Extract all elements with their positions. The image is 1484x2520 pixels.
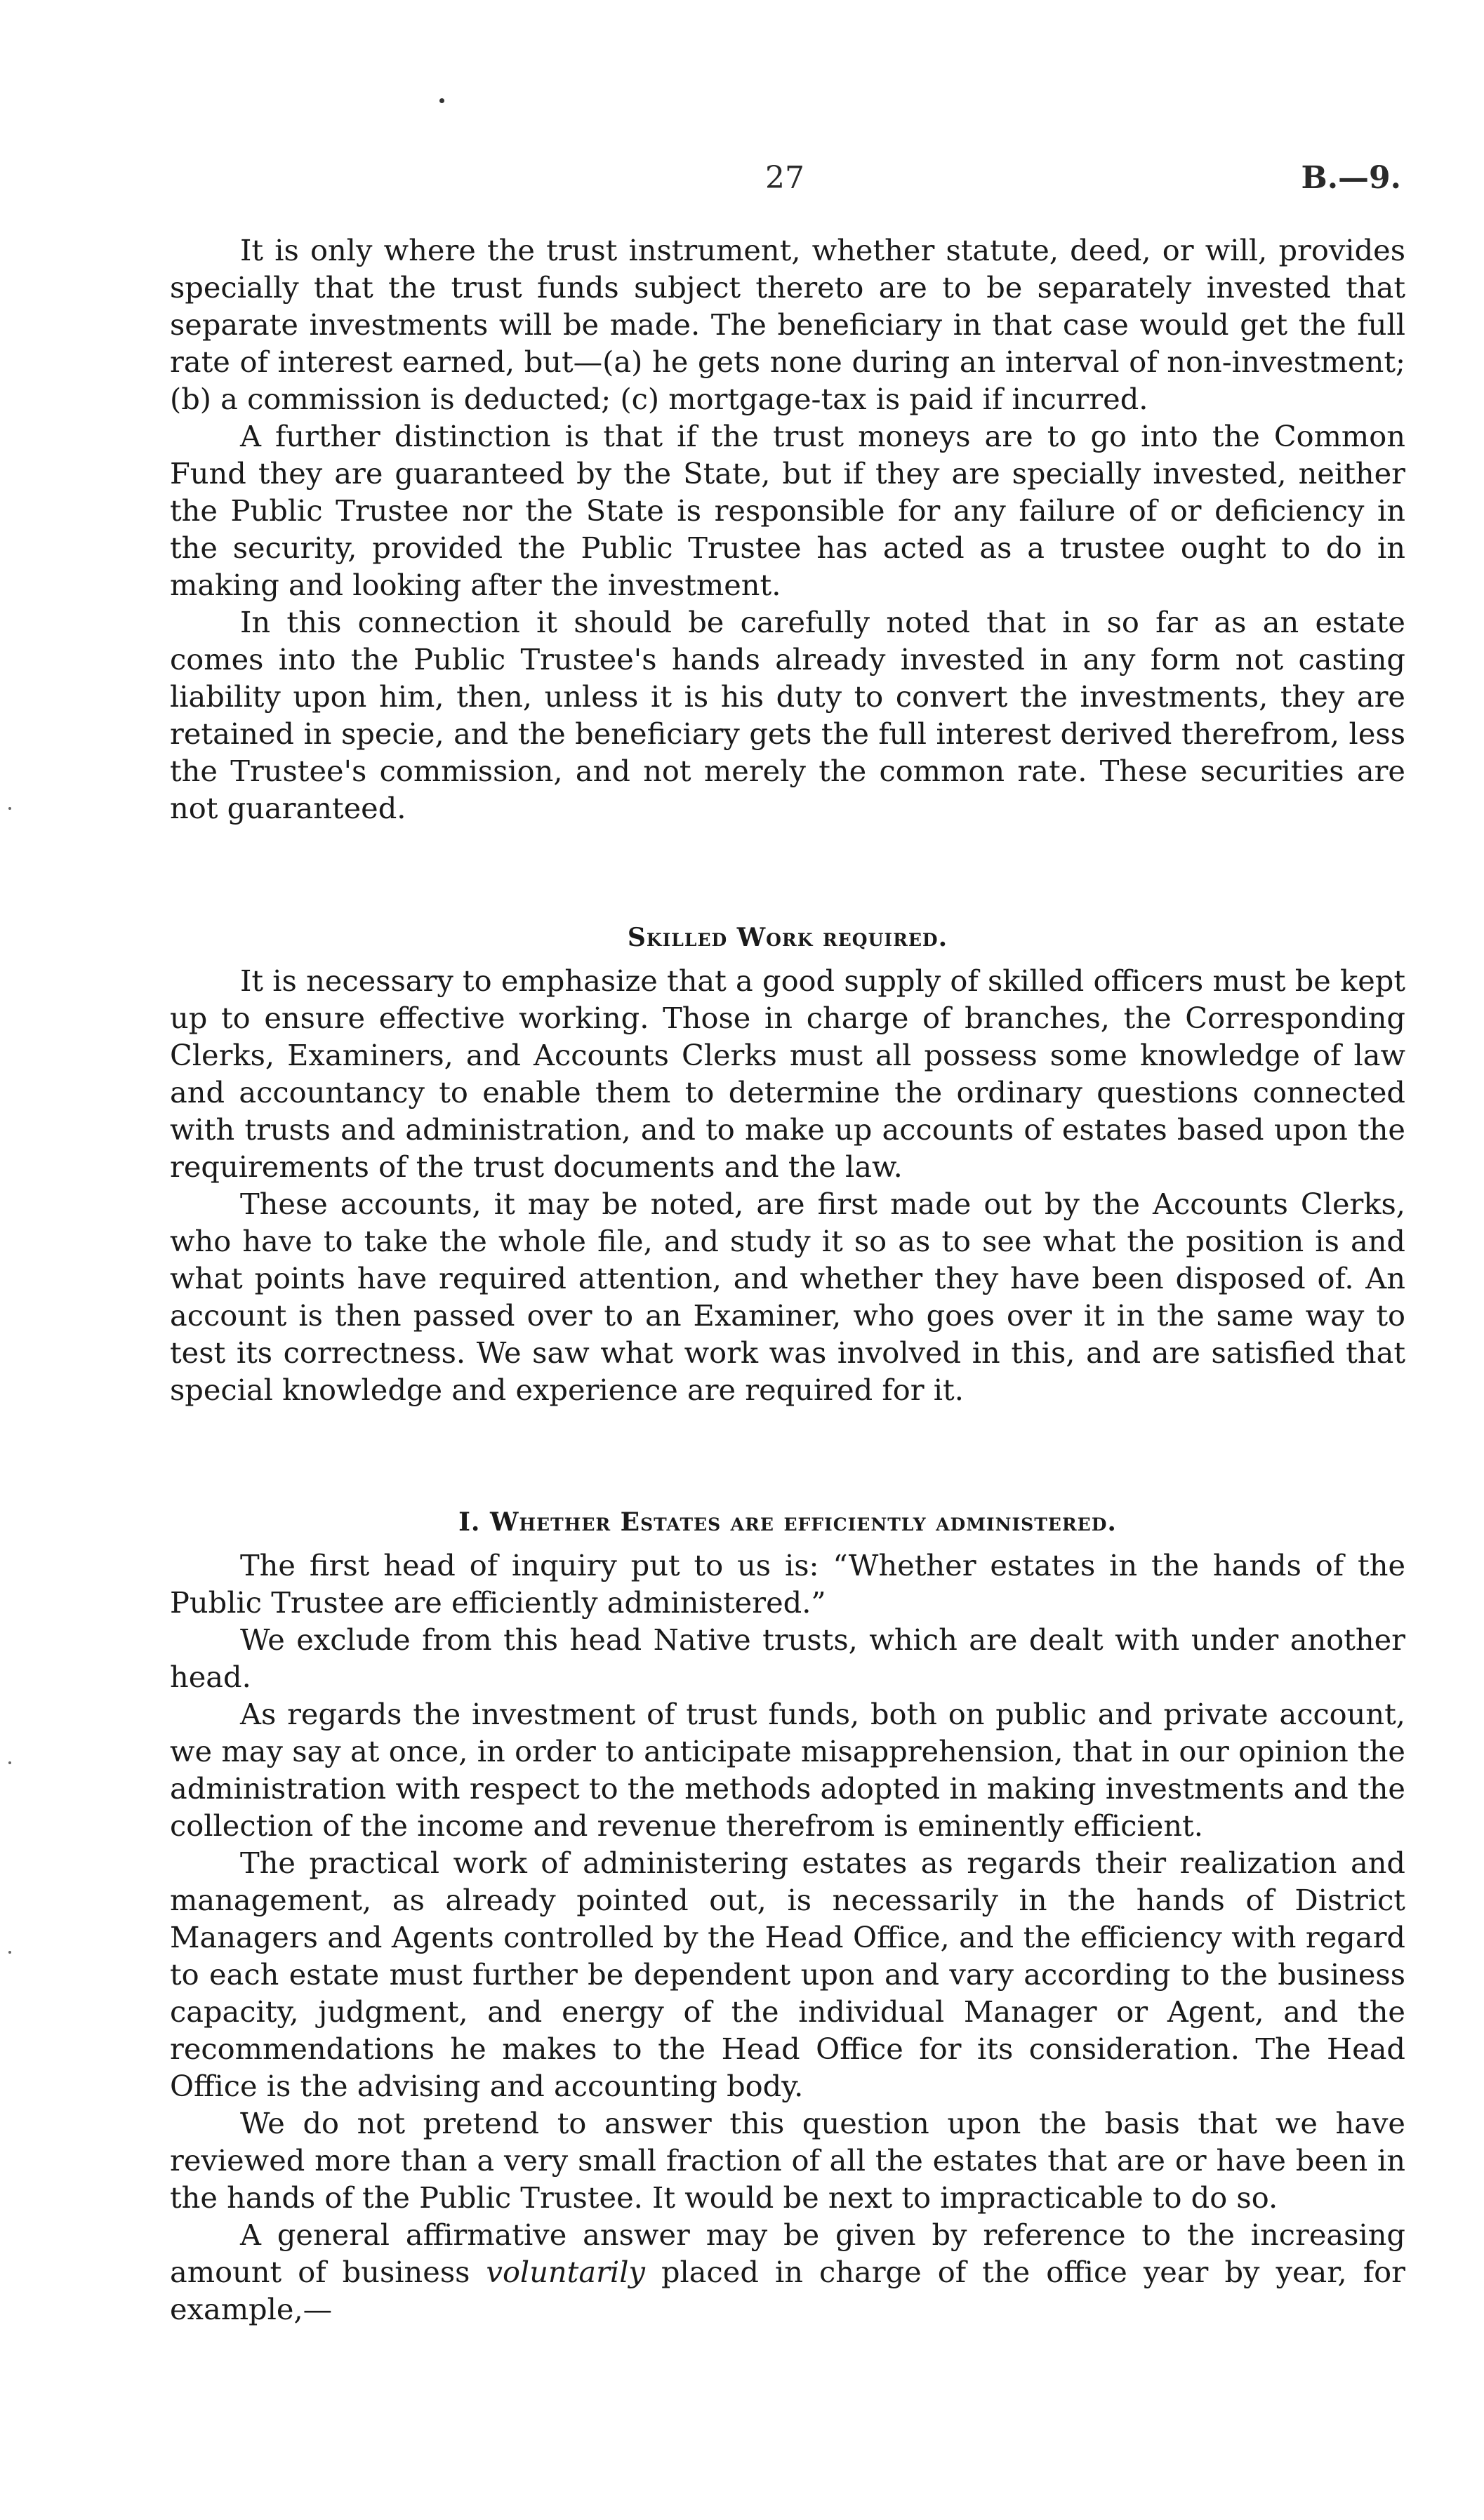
paragraph: It is only where the trust instrument, whether statute, deed, or will, provides specially that the trust funds subject thereto are to be separately invested that separate investments will be made. The beneficiary in that case would get the full rate of interest earned, but—(a) he gets none during an interval of non-investment; (b) a commission is deducted; (c) mortgage-tax is paid if incurred. (170, 233, 1405, 416)
margin-speck (8, 1761, 11, 1764)
paragraph: We exclude from this head Native trusts, which are dealt with under another head. (170, 1622, 1405, 1694)
paragraph: The practical work of administering estates as regards their realization and management, as already pointed out, is necessarily in the hands of District Managers and Agents controlled by the Head Office, and the efficiency with regard to each estate must further be dependent upon and vary according to the business capacity, judgment, and energy of the individual Manager or Agent, and the recommendations he makes to the Head Office for its consideration. The Head Office is the advising and accounting body. (170, 1846, 1405, 2103)
text-run: A general affirmative answer may be given by reference to the increasing amount of business (170, 2218, 1405, 2289)
paragraph: We do not pretend to answer this question upon the basis that we have reviewed more than a very small fraction of all the estates that are or have been in the hands of the Public Trustee. It would be next to impracticable to do so. (170, 2106, 1405, 2215)
paragraph: As regards the investment of trust funds, both on public and private account, we may say at once, in order to anticipate misapprehension, that in our opinion the administration with respect to the methods adopted in making investments and the collection of the income and revenue therefrom is eminently efficient. (170, 1697, 1405, 1843)
paragraph: In this connection it should be carefully noted that in so far as an estate comes into the Public Trustee's hands already invested in any form not casting liability upon him, then, unless it is his duty to convert the investments, they are retained in specie, and the beneficiary gets the full interest derived therefrom, less the Trustee's commission, and not merely the common rate. These securities are not guaranteed. (170, 605, 1405, 825)
document-reference: B.—9. (1301, 160, 1401, 196)
print-speck (439, 98, 444, 103)
text-run: placed in charge of the office year by year, for example,— (170, 2255, 1405, 2326)
paragraph: A further distinction is that if the trust moneys are to go into the Common Fund they are guaranteed by the State, but if they are specially invested, neither the Public Trustee nor the State is responsible for any failure of or deficiency in the security, provided the Public Trustee has acted as a trustee ought to do in making and looking after the investment. (170, 419, 1405, 602)
paragraph: These accounts, it may be noted, are first made out by the Accounts Clerks, who have to take the whole file, and study it so as to see what the position is and what points have required attention, and whether they have been disposed of. An account is then passed over to an Examiner, who goes over it in the same way to test its correctness. We saw what work was involved in this, and are satisfied that special knowledge and experience are required for it. (170, 1187, 1405, 1407)
margin-speck (8, 807, 11, 810)
paragraph-final (170, 2216, 1405, 2328)
emphasis-text: voluntarily (486, 2255, 645, 2289)
page-body (170, 232, 1405, 2328)
margin-speck (8, 1951, 11, 1954)
page-header (0, 160, 1484, 202)
section-heading-skilled-work: Skilled Work required. (627, 923, 948, 952)
paragraph: The first head of inquiry put to us is: “Whether estates in the hands of the Public Trustee are efficiently administered.” (170, 1548, 1405, 1620)
section-heading-estates-administered: I. Whether Estates are efficiently administered. (458, 1507, 1117, 1537)
paragraph: It is necessary to emphasize that a good supply of skilled officers must be kept up to ensure effective working. Those in charge of branches, the Corresponding Clerks, Examiners, and Accounts Clerks must all possess some knowledge of law and accountancy to enable them to determine the ordinary questions connected with trusts and administration, and to make up accounts of estates based upon the requirements of the trust documents and the law. (170, 964, 1405, 1184)
page-number: 27 (765, 160, 804, 196)
